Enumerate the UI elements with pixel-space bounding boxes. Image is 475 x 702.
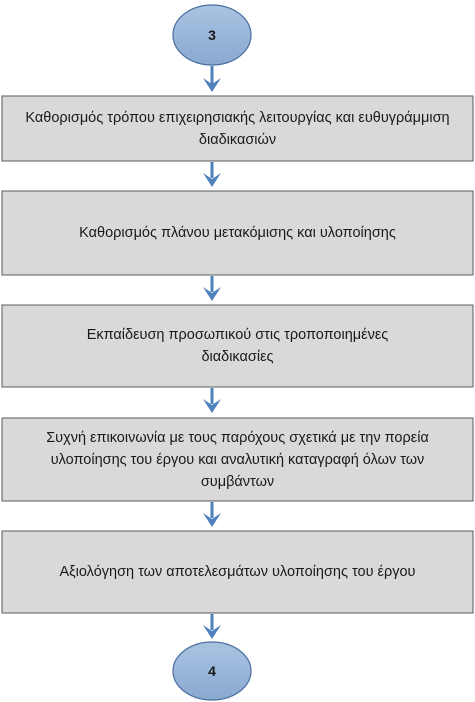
step-2-text: Καθορισμός πλάνου μετακόμισης και υλοποίησης bbox=[79, 225, 396, 241]
arrow-5 bbox=[203, 502, 221, 527]
arrow-3 bbox=[203, 276, 221, 301]
arrow-1 bbox=[203, 66, 221, 92]
arrow-4 bbox=[203, 388, 221, 413]
step-1-text: Καθορισμός τρόπου επιχειρησιακής λειτουργίας και ευθυγράμμιση διαδικασιών bbox=[25, 109, 450, 148]
step-3-text: Εκπαίδευση προσωπικού στις τροποποιημένες διαδικασίες bbox=[86, 327, 389, 365]
step-4-text: Συχνή επικοινωνία με τους παρόχους σχετικά με την πορεία υλοποίησης του έργου και αναλυτική καταγραφή όλων των συμβάντων bbox=[46, 429, 429, 490]
start-connector-label: 3 bbox=[208, 27, 216, 43]
end-connector-label: 4 bbox=[208, 663, 216, 679]
step-5-text: Αξιολόγηση των αποτελεσμάτων υλοποίησης του έργου bbox=[59, 564, 416, 580]
arrow-2 bbox=[203, 162, 221, 187]
arrow-6 bbox=[203, 614, 221, 639]
